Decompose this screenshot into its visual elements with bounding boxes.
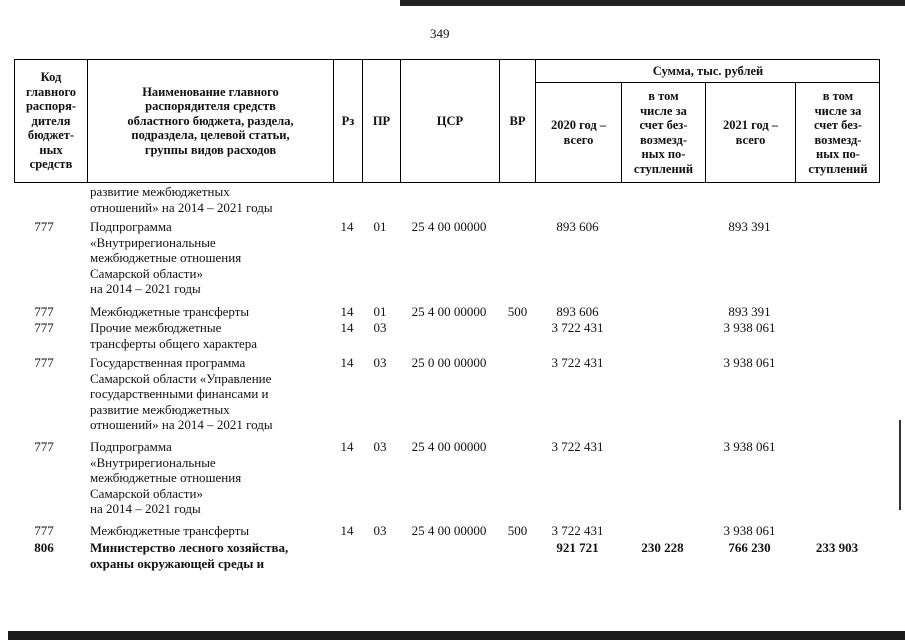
cell-pr: 03	[373, 355, 387, 370]
header-rz: Рз	[341, 113, 355, 128]
cell-vr: 500	[507, 304, 528, 319]
cell-csr: 25 4 00 00000	[411, 219, 487, 234]
cell-code: 777	[34, 523, 54, 538]
header-2020-free: в том числе за счет без- возмезд- ных по- ступлений	[633, 89, 694, 176]
header-name: Наименование главного распорядителя средств областного бюджета, раздела, подраздела, целевой статьи, группы видов расходов	[127, 84, 294, 157]
cell-csr: 25 4 00 00000	[411, 304, 487, 319]
cell-pr: 01	[373, 304, 387, 319]
cell-pr: 03	[373, 320, 387, 335]
cell-s2020: 893 606	[556, 219, 599, 234]
cell-s2021-free: 233 903	[815, 540, 859, 555]
header-sum: Сумма, тыс. рублей	[652, 63, 764, 78]
cell-s2020: 3 722 431	[551, 439, 604, 454]
header-2021-free: в том числе за счет без- возмезд- ных по- ступлений	[808, 89, 868, 176]
cell-code: 777	[34, 320, 54, 335]
cell-code: 777	[34, 355, 54, 370]
cell-s2020: 893 606	[556, 304, 599, 319]
cell-s2021: 893 391	[728, 304, 771, 319]
cell-name: развитие межбюджетных отношений» на 2014 – 2021 годы	[90, 184, 273, 215]
cell-s2021: 3 938 061	[723, 523, 776, 538]
cell-rz: 14	[340, 523, 354, 538]
cell-rz: 14	[340, 439, 354, 454]
cell-s2021: 3 938 061	[723, 355, 776, 370]
bottom-scan-edge	[8, 631, 905, 640]
cell-rz: 14	[340, 219, 354, 234]
cell-rz: 14	[340, 320, 354, 335]
cell-name: Подпрограмма «Внутрирегиональные межбюджетные отношения Самарской области» на 2014 – 2021 годы	[90, 439, 242, 516]
cell-s2020: 3 722 431	[551, 523, 604, 538]
cell-s2021: 766 230	[728, 540, 771, 555]
cell-s2021: 3 938 061	[723, 439, 776, 454]
cell-pr: 01	[373, 219, 387, 234]
cell-name: Прочие межбюджетные трансферты общего характера	[90, 320, 258, 351]
cell-vr: 500	[507, 523, 528, 538]
cell-csr: 25 4 00 00000	[411, 523, 487, 538]
header-2020: 2020 год – всего	[550, 118, 607, 147]
cell-name: Министерство лесного хозяйства, охраны окружающей среды и	[90, 540, 289, 571]
cell-csr: 25 0 00 00000	[411, 355, 487, 370]
cell-s2021: 3 938 061	[723, 320, 776, 335]
cell-s2020: 921 721	[556, 540, 599, 555]
header-pr: ПР	[372, 113, 391, 128]
cell-name: Межбюджетные трансферты	[90, 304, 250, 319]
top-scan-edge	[400, 0, 905, 6]
cell-pr: 03	[373, 523, 387, 538]
header-2021: 2021 год – всего	[722, 118, 779, 147]
table-header	[14, 59, 880, 183]
cell-code: 777	[34, 439, 54, 454]
cell-s2020-free: 230 228	[641, 540, 684, 555]
right-scan-mark	[899, 420, 901, 510]
cell-name: Государственная программа Самарской области «Управление государственными финансами и развитие межбюджетных отношений» на 2014 – 2021 годы	[90, 355, 273, 432]
cell-csr: 25 4 00 00000	[411, 439, 487, 454]
header-csr: ЦСР	[436, 113, 464, 128]
cell-s2020: 3 722 431	[551, 355, 604, 370]
cell-pr: 03	[373, 439, 387, 454]
cell-name: Подпрограмма «Внутрирегиональные межбюджетные отношения Самарской области» на 2014 – 2021 годы	[90, 219, 242, 296]
cell-s2020: 3 722 431	[551, 320, 604, 335]
header-vr: ВР	[509, 113, 526, 128]
cell-rz: 14	[340, 355, 354, 370]
cell-name: Межбюджетные трансферты	[90, 523, 250, 538]
cell-code: 777	[34, 304, 54, 319]
cell-code: 777	[34, 219, 54, 234]
page-number: 349	[430, 26, 450, 41]
header-code: Код главного распоря- дителя бюджет- ных средств	[25, 70, 77, 172]
cell-code: 806	[34, 540, 54, 555]
cell-rz: 14	[340, 304, 354, 319]
cell-s2021: 893 391	[728, 219, 771, 234]
